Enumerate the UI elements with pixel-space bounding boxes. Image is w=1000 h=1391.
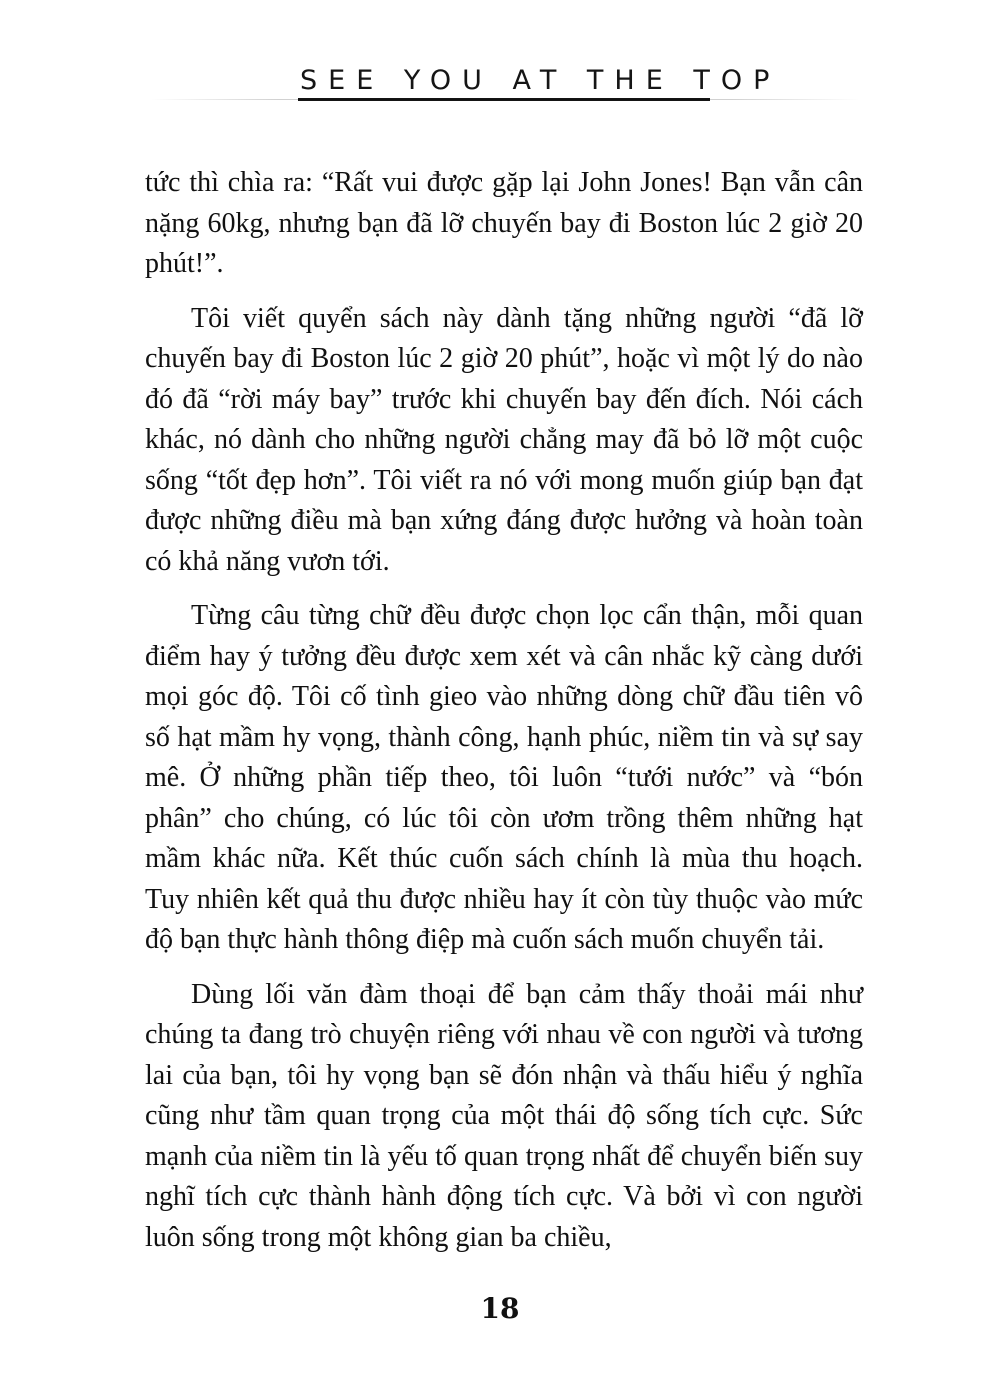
paragraph-2: Tôi viết quyển sách này dành tặng những người “đã lỡ chuyến bay đi Boston lúc 2 giờ 20 phút”, hoặc vì một lý do nào đó đã “rời máy bay” trước khi chuyến bay đến đích. Nói cách khác, nó dành cho những người chẳng may đã bỏ lỡ một cuộc sống “tốt đẹp hơn”. Tôi viết ra nó với mong muốn giúp bạn đạt được những điều mà bạn xứng đáng được hưởng và hoàn toàn có khả năng vươn tới. <box>145 302 863 577</box>
paragraph-3: Từng câu từng chữ đều được chọn lọc cẩn thận, mỗi quan điểm hay ý tưởng đều được xem xét và cân nhắc kỹ càng dưới mọi góc độ. Tôi cố tình gieo vào những dòng chữ đầu tiên vô số hạt mầm hy vọng, thành công, hạnh phúc, niềm tin và sự say mê. Ở những phần tiếp theo, tôi luôn “tưới nước” và “bón phân” cho chúng, có lúc tôi còn ươm trồng thêm những hạt mầm khác nữa. Kết thúc cuốn sách chính là mùa thu hoạch. Tuy nhiên kết quả thu được nhiều hay ít còn tùy thuộc vào mức độ bạn thực hành thông điệp mà cuốn sách muốn chuyển tải. <box>145 600 863 955</box>
paragraph-1: tức thì chìa ra: “Rất vui được gặp lại John Jones! Bạn vẫn cân nặng 60kg, nhưng bạn đã lỡ chuyến bay đi Boston lúc 2 giờ 20 phút!”. <box>145 167 863 279</box>
running-header-title: SEE YOU AT THE TOP <box>300 65 781 96</box>
body-text <box>145 163 863 1272</box>
page-number: 18 <box>480 1292 520 1325</box>
paragraph-4: Dùng lối văn đàm thoại để bạn cảm thấy thoải mái như chúng ta đang trò chuyện riêng với nhau về con người và tương lai của bạn, tôi hy vọng bạn sẽ đón nhận và thấu hiểu ý nghĩa cũng như tầm quan trọng của một thái độ sống tích cực. Sức mạnh của niềm tin là yếu tố quan trọng nhất để chuyển biến suy nghĩ tích cực thành hành động tích cực. Và bởi vì con người luôn sống trong một không gian ba chiều, <box>145 978 863 1253</box>
header-rule-shadow <box>150 99 860 100</box>
